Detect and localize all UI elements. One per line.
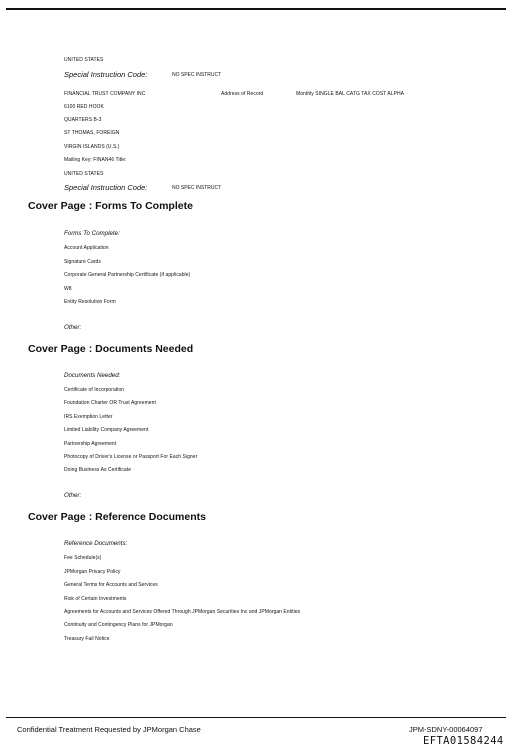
confidential-notice: Confidential Treatment Requested by JPMorgan Chase: [17, 725, 201, 734]
reference-item: General Terms for Accounts and Services: [64, 582, 158, 588]
reference-item: Agreements for Accounts and Services Offered Through JPMorgan Securities Inc and JPMorgan Entities: [64, 609, 301, 615]
forms-item: Account Application: [64, 245, 109, 251]
documents-item: Limited Liability Company Agreement: [64, 427, 149, 433]
address-line: ST THOMAS, FOREIGN: [64, 130, 120, 136]
address-line: QUARTERS B-3: [64, 117, 102, 123]
documents-item: Certificate of Incorporation: [64, 387, 125, 393]
reference-item: JPMorgan Privacy Policy: [64, 569, 121, 575]
special-instruction-value: NO SPEC INSTRUCT: [172, 185, 222, 191]
address-line: 6100 RED HOOK: [64, 104, 104, 110]
special-instruction-value: NO SPEC INSTRUCT: [172, 72, 222, 78]
efta-stamp: EFTA01584244: [423, 735, 504, 747]
documents-item: Foundation Charter OR Trust Agreement: [64, 400, 156, 406]
top-rule: [6, 8, 506, 10]
documents-sublabel: Documents Needed:: [64, 372, 121, 379]
reference-item: Risk of Certain Investments: [64, 596, 127, 602]
forms-item: W8: [64, 286, 72, 292]
address-type: Address of Record: [221, 91, 264, 97]
documents-item: Photocopy of Driver's License or Passport For Each Signer: [64, 454, 198, 460]
documents-heading: Cover Page : Documents Needed: [28, 343, 194, 355]
address-line: VIRGIN ISLANDS (U.S.): [64, 144, 120, 150]
account-name: FINANCIAL TRUST COMPANY INC: [64, 91, 146, 97]
forms-heading: Cover Page : Forms To Complete: [28, 200, 193, 212]
documents-other-label: Other:: [64, 492, 82, 499]
footer-rule: [6, 717, 506, 718]
forms-item: Corporate General Partnership Certificate (if applicable): [64, 272, 191, 278]
reference-heading: Cover Page : Reference Documents: [28, 511, 206, 523]
bates-number: JPM-SDNY-00064097: [409, 725, 483, 734]
mailing-key-line: Mailing Key: FINAN46 Title:: [64, 157, 127, 163]
forms-sublabel: Forms To Complete:: [64, 230, 120, 237]
statement-type: Monthly SINGLE BAL CATG TAX COST ALPHA: [296, 91, 405, 97]
forms-item: Signature Cards: [64, 259, 101, 265]
special-instruction-label: Special Instruction Code:: [64, 70, 148, 79]
special-instruction-label: Special Instruction Code:: [64, 183, 148, 192]
forms-other-label: Other:: [64, 324, 82, 331]
documents-item: Partnership Agreement: [64, 441, 117, 447]
address-line: UNITED STATES: [64, 171, 104, 177]
forms-item: Entity Resolution Form: [64, 299, 116, 305]
country-line: UNITED STATES: [64, 57, 104, 63]
reference-item: Continuity and Contingency Plans for JPMorgan: [64, 622, 173, 628]
documents-item: IRS Exemption Letter: [64, 414, 113, 420]
reference-sublabel: Reference Documents:: [64, 540, 128, 547]
reference-item: Fee Schedule(s): [64, 555, 102, 561]
documents-item: Doing Business As Certificate: [64, 467, 132, 473]
reference-item: Treasury Fail Notice: [64, 636, 110, 642]
